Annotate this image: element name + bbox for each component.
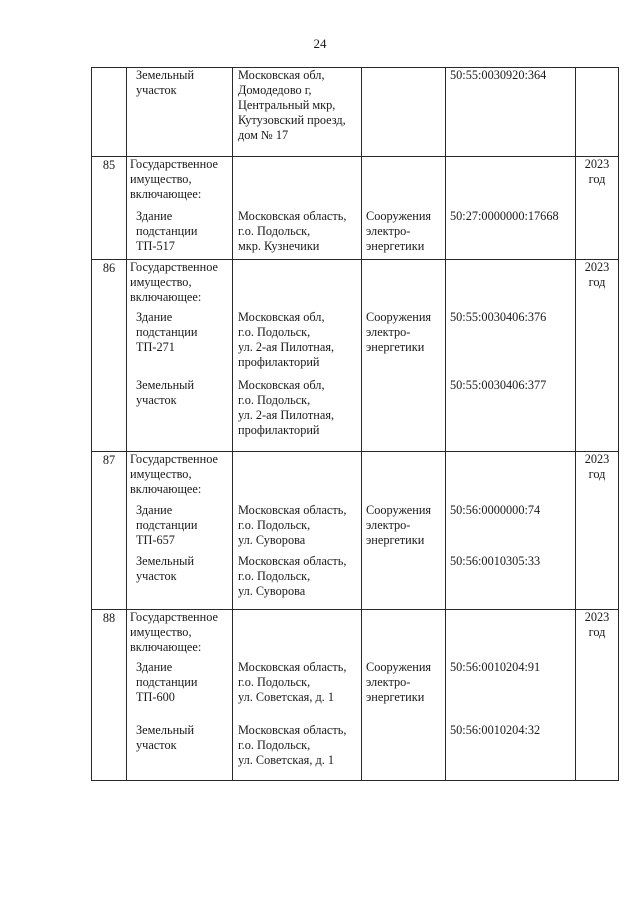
cadastral-number: 50:55:0030406:377 [446,378,576,452]
object-address [233,452,362,503]
table-row [92,660,619,723]
transfer-year [576,209,619,260]
table-row [92,310,619,378]
cadastral-number: 50:55:0030406:376 [446,310,576,378]
transfer-year: 2023 год [576,157,619,209]
object-address [233,610,362,660]
object-name: Здание подстанции ТП-517 [127,209,233,260]
object-purpose: Сооружения электро- энергетики [362,503,446,554]
row-number [92,554,127,610]
table-row [92,503,619,554]
cadastral-number: 50:56:0010204:32 [446,723,576,781]
row-number: 86 [92,260,127,310]
row-number [92,310,127,378]
row-number: 87 [92,452,127,503]
object-purpose [362,610,446,660]
table-row [92,723,619,781]
row-number: 85 [92,157,127,209]
object-name: Земельный участок [127,723,233,781]
object-name: Здание подстанции ТП-600 [127,660,233,723]
object-name: Государственное имущество, включающее: [127,610,233,660]
object-name: Земельный участок [127,68,233,157]
cadastral-number: 50:56:0010305:33 [446,554,576,610]
table-row [92,209,619,260]
transfer-year [576,503,619,554]
object-address [233,260,362,310]
cadastral-number [446,260,576,310]
transfer-year: 2023 год [576,610,619,660]
object-name: Здание подстанции ТП-657 [127,503,233,554]
table-row [92,157,619,209]
object-purpose [362,723,446,781]
row-number [92,660,127,723]
object-name: Государственное имущество, включающее: [127,157,233,209]
transfer-year [576,660,619,723]
object-name: Земельный участок [127,554,233,610]
object-name: Здание подстанции ТП-271 [127,310,233,378]
table-row [92,68,619,157]
cadastral-number [446,452,576,503]
row-number [92,68,127,157]
transfer-year [576,723,619,781]
object-purpose: Сооружения электро- энергетики [362,209,446,260]
table-row [92,610,619,660]
cadastral-number [446,610,576,660]
cadastral-number: 50:56:0010204:91 [446,660,576,723]
object-address: Московская обл, г.о. Подольск, ул. 2-ая Пилотная, профилакторий [233,310,362,378]
cadastral-number: 50:56:0000000:74 [446,503,576,554]
transfer-year [576,378,619,452]
object-purpose [362,378,446,452]
row-number [92,503,127,554]
object-address: Московская область, г.о. Подольск, ул. Суворова [233,503,362,554]
cadastral-number: 50:55:0030920:364 [446,68,576,157]
object-purpose [362,260,446,310]
object-address: Московская область, г.о. Подольск, ул. Советская, д. 1 [233,660,362,723]
page-number: 24 [313,36,327,51]
transfer-year [576,310,619,378]
table-row [92,260,619,310]
row-number: 88 [92,610,127,660]
cadastral-number: 50:27:0000000:17668 [446,209,576,260]
object-address: Московская область, г.о. Подольск, ул. Суворова [233,554,362,610]
object-purpose [362,157,446,209]
object-purpose [362,68,446,157]
object-purpose [362,554,446,610]
transfer-year: 2023 год [576,452,619,503]
object-purpose: Сооружения электро- энергетики [362,660,446,723]
row-number [92,209,127,260]
transfer-year: 2023 год [576,260,619,310]
cadastral-number [446,157,576,209]
transfer-year [576,554,619,610]
table-row [92,554,619,610]
table-row [92,452,619,503]
object-address: Московская обл, г.о. Подольск, ул. 2-ая Пилотная, профилакторий [233,378,362,452]
object-address: Московская область, г.о. Подольск, ул. Советская, д. 1 [233,723,362,781]
object-name: Государственное имущество, включающее: [127,260,233,310]
property-register-table [91,67,619,781]
object-address: Московская обл, Домодедово г, Центральный мкр, Кутузовский проезд, дом № 17 [233,68,362,157]
row-number [92,723,127,781]
object-name: Государственное имущество, включающее: [127,452,233,503]
object-purpose: Сооружения электро- энергетики [362,310,446,378]
object-address [233,157,362,209]
transfer-year [576,68,619,157]
object-address: Московская область, г.о. Подольск, мкр. Кузнечики [233,209,362,260]
row-number [92,378,127,452]
table-row [92,378,619,452]
object-purpose [362,452,446,503]
object-name: Земельный участок [127,378,233,452]
